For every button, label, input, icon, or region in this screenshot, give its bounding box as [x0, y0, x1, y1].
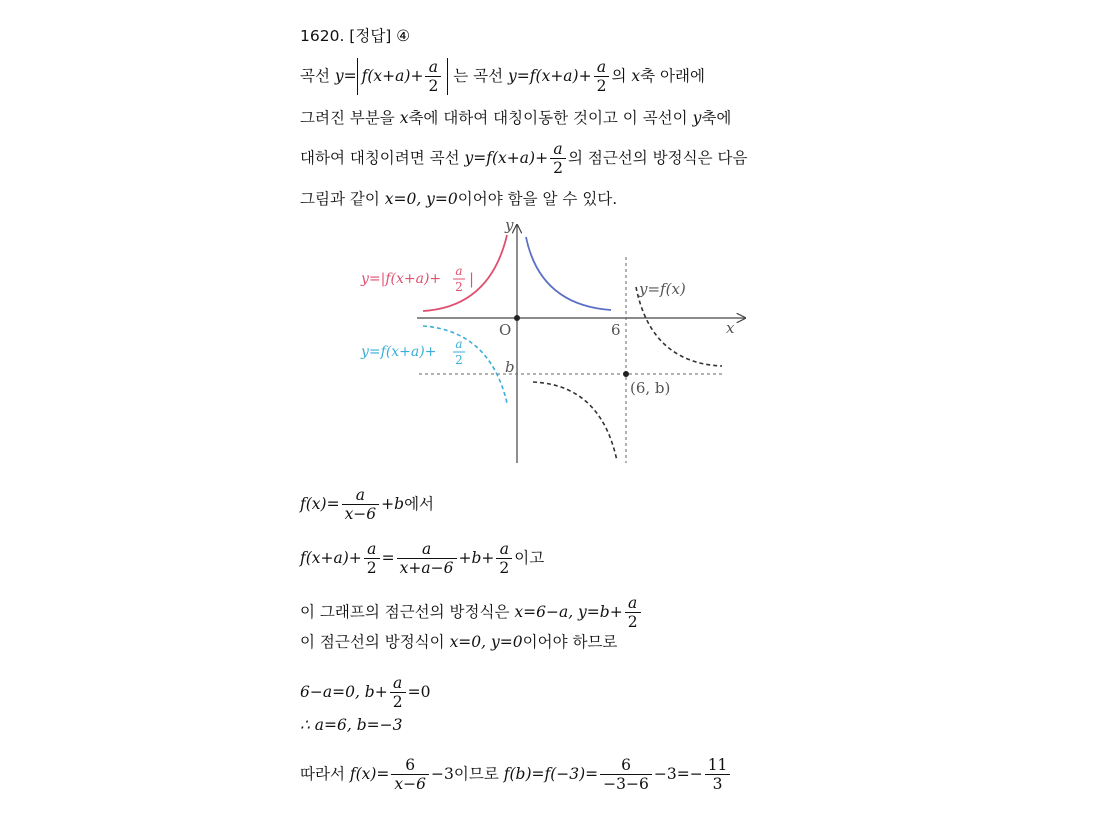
six-label: 6 [611, 321, 621, 339]
math: f(x+a)+ [361, 67, 424, 85]
fraction [594, 58, 610, 95]
numerator: a [390, 674, 406, 693]
text: 축에 대하여 대칭이동한 것이고 이 곡선이 [408, 109, 688, 127]
shift-frac-num: a [455, 337, 463, 351]
f-curve-right [636, 287, 722, 366]
solution-line-2 [300, 540, 544, 577]
numerator: 11 [705, 756, 731, 775]
text: 그려진 부분을 [300, 109, 395, 127]
denominator: 2 [428, 77, 439, 95]
solution-line-1 [300, 486, 434, 523]
numerator: a [397, 540, 457, 559]
denominator: 2 [366, 559, 377, 577]
solution-line-4 [300, 632, 617, 652]
text: 는 곡선 [453, 67, 504, 85]
y-axis-label: y [505, 216, 514, 234]
text: 의 [611, 67, 627, 85]
numerator: a [342, 486, 380, 505]
point-label: (6, b) [630, 379, 671, 397]
math: x [399, 109, 409, 127]
numerator: a [496, 540, 512, 559]
fraction [390, 674, 406, 711]
math: f(b)=f(−3)= [503, 765, 599, 783]
solution-line-6 [300, 715, 403, 735]
x-axis-label: x [726, 319, 735, 337]
shifted-curve-left [423, 326, 507, 403]
fraction [425, 58, 441, 95]
math: x=0, y=0 [384, 190, 458, 208]
denominator: 2 [596, 77, 607, 95]
math: y= [334, 67, 357, 85]
fraction [600, 756, 652, 793]
math: −3 [431, 765, 454, 783]
abs-close-bar: | [469, 270, 475, 288]
text: 이어야 하므로 [522, 633, 618, 651]
fraction [342, 486, 380, 523]
math: +b+ [458, 549, 495, 567]
math: x=6−a, y=b+ [514, 603, 623, 621]
origin-label: O [499, 321, 512, 339]
point-6-b [623, 371, 629, 377]
numerator: a [364, 540, 380, 559]
numerator: a [594, 58, 610, 77]
denominator: x−6 [394, 775, 427, 793]
abs-curve-label: y=|f(x+a)+ [361, 271, 442, 287]
text: 따라서 [300, 765, 345, 783]
math: +b [381, 495, 405, 513]
math: y=f(x+a)+ [464, 149, 549, 167]
text: 이 그래프의 점근선의 방정식은 [300, 603, 510, 621]
text: 이므로 [453, 765, 499, 783]
text: 그림과 같이 [300, 190, 380, 208]
problem-header: 1620. [정답] ④ [300, 27, 411, 45]
fx-curve-label: y=f(x) [639, 280, 686, 298]
f-curve-left [533, 382, 617, 461]
fraction [397, 540, 457, 577]
fraction [496, 540, 512, 577]
abs-frac-num: a [455, 264, 463, 278]
denominator: x−6 [344, 505, 377, 523]
intro-line-3 [300, 140, 747, 177]
math: x [631, 67, 641, 85]
fraction [625, 594, 641, 631]
denominator: −3−6 [603, 775, 649, 793]
math: f(x)= [300, 495, 340, 513]
shift-curve-label: y=f(x+a)+ [361, 344, 437, 360]
numerator: 6 [391, 756, 429, 775]
math: y=f(x+a)+ [508, 67, 592, 85]
text: 축 아래에 [640, 67, 705, 85]
shift-frac-den: 2 [455, 353, 463, 367]
asymptote-graph [355, 215, 755, 467]
intro-line-1 [300, 58, 705, 95]
numerator: a [550, 140, 566, 159]
text: 이고 [514, 549, 545, 567]
math: ∴ a=6, b=−3 [300, 716, 403, 734]
numerator: a [425, 58, 441, 77]
math: f(x+a)+ [300, 549, 362, 567]
math: x=0, y=0 [449, 633, 523, 651]
solution-line-7 [300, 756, 732, 793]
fraction [391, 756, 429, 793]
solution-line-3 [300, 594, 643, 631]
text: 에서 [404, 495, 435, 513]
text: 곡선 [300, 67, 330, 85]
math: = [381, 549, 395, 567]
intro-line-4 [300, 189, 617, 209]
text: 이어야 함을 알 수 있다. [457, 190, 618, 208]
text: 이 점근선의 방정식이 [300, 633, 445, 651]
text: 의 점근선의 방정식은 다음 [567, 149, 748, 167]
text: 축에 [701, 109, 732, 127]
abs-expression [357, 58, 449, 95]
b-label: b [505, 358, 515, 376]
numerator: a [625, 594, 641, 613]
denominator: 2 [499, 559, 510, 577]
math: =0 [407, 683, 431, 701]
denominator: 3 [712, 775, 723, 793]
text: 대하여 대칭이려면 곡선 [300, 149, 460, 167]
intro-line-2 [300, 108, 731, 128]
denominator: x+a−6 [399, 559, 454, 577]
math: 6−a=0, b+ [300, 683, 388, 701]
origin-point [514, 315, 520, 321]
fraction [705, 756, 731, 793]
denominator: 2 [627, 613, 638, 631]
abs-frac-den: 2 [455, 280, 463, 294]
math: f(x)= [349, 765, 390, 783]
solution-line-5 [300, 674, 430, 711]
numerator: 6 [600, 756, 652, 775]
math: −3=− [653, 765, 703, 783]
fraction [364, 540, 380, 577]
abs-curve-right [526, 237, 611, 310]
denominator: 2 [392, 693, 403, 711]
math: y [692, 109, 702, 127]
fraction [550, 140, 566, 177]
denominator: 2 [553, 159, 563, 177]
